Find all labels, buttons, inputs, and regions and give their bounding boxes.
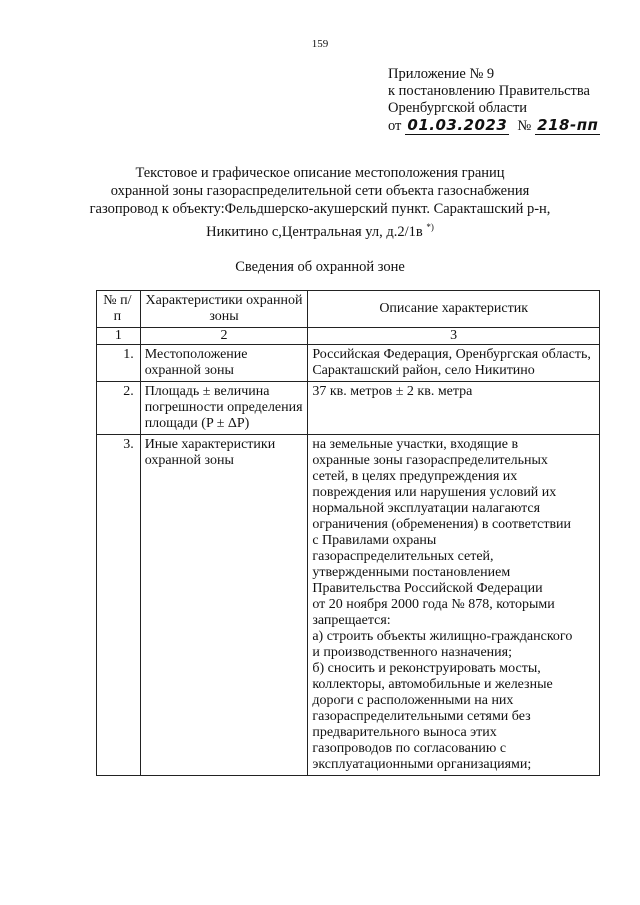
title-line-4 bbox=[60, 218, 580, 241]
title-line-2: охранной зоны газораспределительной сети объекта газоснабжения bbox=[110, 183, 530, 199]
row-3-desc-line: запрещается: bbox=[312, 613, 391, 628]
row-3-desc-line: предварительного выноса этих bbox=[312, 725, 497, 740]
header-characteristics: Характеристики охранной зоны bbox=[140, 291, 308, 328]
appendix-date-line bbox=[388, 117, 600, 135]
row-3-desc-line: нормальной эксплуатации налагаются bbox=[312, 501, 541, 516]
column-number-1: 1 bbox=[97, 328, 141, 345]
row-3-desc-line: б) сносить и реконструировать мосты, bbox=[312, 661, 541, 676]
row-1-num: 1. bbox=[97, 345, 141, 382]
title-line-3: газопровод к объекту:Фельдшерско-акушерский пункт. Саракташский р-н, bbox=[89, 201, 551, 217]
row-3-desc-line: газораспределительными сетями без bbox=[312, 709, 531, 724]
row-3-desc-line: от 20 ноября 2000 года № 878, которыми bbox=[312, 597, 555, 612]
date-prefix: от bbox=[388, 118, 402, 134]
document-title bbox=[60, 164, 580, 241]
row-1-desc: Российская Федерация, Оренбургская область, Саракташский район, село Никитино bbox=[308, 345, 600, 382]
number-prefix: № bbox=[517, 118, 532, 134]
row-2-name: Площадь ± величина погрешности определения площади (P ± ΔP) bbox=[140, 382, 308, 435]
column-number-2: 2 bbox=[140, 328, 308, 345]
row-3-desc-line: утвержденными постановлением bbox=[312, 565, 511, 580]
row-3-desc-line: ограничения (обременения) в соответствии bbox=[312, 517, 572, 532]
row-1-name: Местоположение охранной зоны bbox=[140, 345, 308, 382]
handwritten-date: 01.03.2023 bbox=[407, 116, 508, 134]
row-2-num: 2. bbox=[97, 382, 141, 435]
header-num: № п/п bbox=[97, 291, 141, 328]
row-3-desc-line: коллекторы, автомобильные и железные bbox=[312, 677, 553, 692]
zone-info-table bbox=[96, 290, 600, 776]
row-2-desc: 37 кв. метров ± 2 кв. метра bbox=[308, 382, 600, 435]
row-3-desc-line: Правительства Российской Федерации bbox=[312, 581, 543, 596]
row-3-desc-line: повреждения или нарушения условий их bbox=[312, 485, 557, 500]
row-3-desc-line: дороги с расположенными на них bbox=[312, 693, 514, 708]
row-3-desc-line: эксплуатационными организациями; bbox=[312, 757, 532, 772]
row-3-desc-line: а) строить объекты жилищно-гражданского bbox=[312, 629, 573, 644]
row-3-desc-line: сетей, в целях предупреждения их bbox=[312, 469, 518, 484]
row-3-desc-line: с Правилами охраны bbox=[312, 533, 437, 548]
table-row bbox=[97, 345, 600, 382]
appendix-region: Оренбургской области bbox=[388, 100, 528, 116]
column-number-3: 3 bbox=[308, 328, 600, 345]
table-row bbox=[97, 435, 600, 776]
header-description: Описание характеристик bbox=[308, 291, 600, 328]
row-3-desc-line: газораспределительных сетей, bbox=[312, 549, 494, 564]
table-header-row bbox=[97, 291, 600, 328]
page-number: 159 bbox=[311, 38, 329, 50]
handwritten-number: 218-пп bbox=[537, 116, 599, 134]
appendix-block bbox=[388, 66, 600, 135]
appendix-resolution: к постановлению Правительства bbox=[388, 83, 590, 99]
row-3-desc-line: газопроводов по согласованию с bbox=[312, 741, 507, 756]
appendix-number: Приложение № 9 bbox=[388, 66, 495, 82]
row-3-desc-line: охранные зоны газораспределительных bbox=[312, 453, 548, 468]
title-line-4-text: Никитино с,Центральная ул, д.2/1в bbox=[206, 223, 423, 240]
row-3-desc-line: на земельные участки, входящие в bbox=[312, 437, 519, 452]
table-row bbox=[97, 382, 600, 435]
row-3-desc-line: и производственного назначения; bbox=[312, 645, 512, 660]
footnote-mark: *) bbox=[426, 222, 434, 232]
table-column-numbers-row bbox=[97, 328, 600, 345]
row-3-num: 3. bbox=[97, 435, 141, 776]
row-3-desc bbox=[308, 435, 600, 776]
section-title: Сведения об охранной зоне bbox=[235, 259, 405, 275]
row-3-name: Иные характеристики охранной зоны bbox=[140, 435, 308, 776]
title-line-1: Текстовое и графическое описание местоположения границ bbox=[135, 165, 505, 181]
